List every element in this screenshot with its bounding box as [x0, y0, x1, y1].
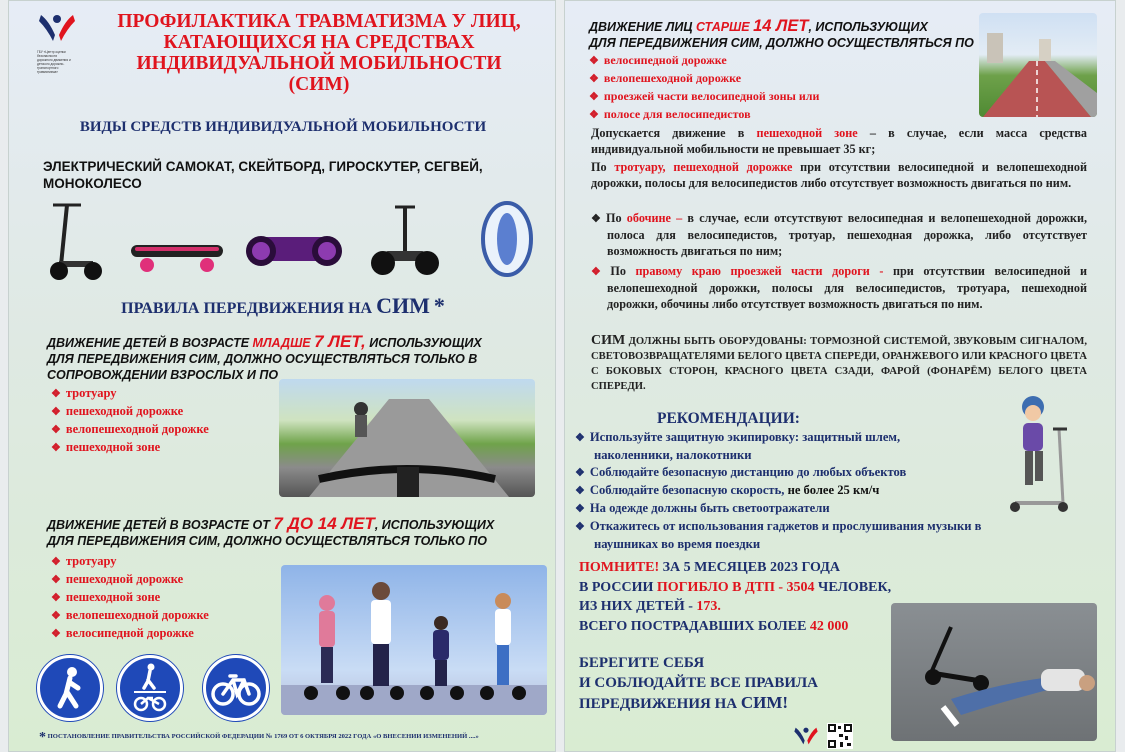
- list-item: ❖ велосипедной дорожке: [589, 53, 727, 67]
- rules-heading: [9, 293, 556, 319]
- footnote-star: *: [39, 730, 46, 745]
- bullet-diamond-icon: ❖: [51, 610, 61, 622]
- title-line: ИНДИВИДУАЛЬНОЙ МОБИЛЬНОСТИ: [136, 53, 502, 74]
- list-item: ❖ Соблюдайте безопасную дистанцию до любых объектов: [575, 465, 907, 479]
- list-item: ❖ пешеходной зоне: [51, 590, 161, 604]
- statistics-block: [579, 558, 891, 636]
- under7-highlight: МЛАДШЕ: [252, 336, 311, 350]
- list-item: ❖ велосипедной дорожке: [51, 626, 194, 640]
- age7-14-text: , ИСПОЛЬЗУЮЩИХ: [374, 518, 495, 532]
- bullet-diamond-icon: ❖: [589, 91, 599, 103]
- bullet-diamond-icon: ❖: [575, 467, 585, 479]
- kid-scooter-illustration: [1001, 393, 1081, 517]
- types-line: МОНОКОЛЕСО: [43, 176, 142, 191]
- over14-line1: [589, 18, 989, 35]
- types-line: ЭЛЕКТРИЧЕСКИЙ САМОКАТ, СКЕЙТБОРД, ГИРОСКУТЕР, СЕГВЕЙ,: [43, 159, 483, 174]
- bullet-diamond-icon: ❖: [575, 503, 585, 515]
- logo-line: детского дорожно-транспортного: [37, 62, 65, 70]
- logo-line: ГБУ «Центр оценки безопасности: [37, 50, 66, 58]
- accident-drawing: [891, 603, 1097, 741]
- list-item: ❖ Соблюдайте безопасную скорость, не более 25 км/ч: [575, 483, 880, 497]
- skateboard-icon: [131, 245, 223, 272]
- bullet-diamond-icon: ❖: [591, 213, 604, 225]
- list-item: ❖ тротуару: [51, 554, 117, 568]
- bullet-diamond-icon: ❖: [51, 388, 61, 400]
- org-logo: [37, 11, 83, 74]
- bicycle-icon: [206, 658, 266, 718]
- age7-14-age: 7 ДО 14 ЛЕТ: [273, 514, 375, 533]
- over14-age: 14 ЛЕТ: [753, 17, 809, 35]
- list-item: наушниках во время поездки: [594, 537, 761, 551]
- bullet-diamond-icon: ❖: [51, 592, 61, 604]
- left-page: [8, 0, 556, 752]
- final-line: БЕРЕГИТЕ СЕБЯ: [579, 655, 705, 671]
- stat-injured-line: ВСЕГО ПОСТРАДАВШИХ БОЛЕЕ 42 000: [579, 618, 849, 634]
- recommendations-heading: РЕКОМЕНДАЦИИ:: [657, 410, 800, 427]
- list-item: ❖ пешеходной дорожке: [51, 572, 184, 586]
- title-line: КАТАЮЩИХСЯ НА СРЕДСТВАХ: [163, 32, 475, 53]
- list-item: наколенники, налокотники: [594, 448, 752, 462]
- types-list: [43, 158, 483, 192]
- scooter-path-photo: [279, 379, 535, 497]
- stat-children-line: ИЗ НИХ ДЕТЕЙ - 173.: [579, 599, 721, 614]
- pedestrian-icon: [40, 658, 100, 718]
- equipment-body: ДОЛЖНЫ БЫТЬ ОБОРУДОВАНЫ: ТОРМОЗНОЙ СИСТЕМОЙ, ЗВУКОВЫМ СИГНАЛОМ, СВЕТОВОЗВРАЩАТЕЛЯМИ БЕЛОГО ЦВЕТА СПЕРЕДИ, ОРАНЖЕВОГО ИЛИ КРАСНОГО ЦВЕТА С БОКОВЫХ СТОРОН, КРАСНОГО ЦВЕТА СЗАДИ, ФАРОЙ (ФОНАРЁМ) БЕЛОГО ЦВЕТА СПЕРЕДИ.: [591, 336, 1087, 392]
- rules-heading-star: *: [433, 293, 445, 318]
- list-item: ❖ тротуару: [51, 386, 117, 400]
- bullet-diamond-icon: ❖: [51, 406, 61, 418]
- bike-path-drawing: [979, 13, 1097, 117]
- accident-photo: [891, 603, 1097, 741]
- segway-icon: [371, 207, 439, 275]
- footnote: [39, 730, 479, 746]
- qr-code-icon[interactable]: [827, 723, 853, 749]
- list-item: ❖ пешеходной зоне: [51, 440, 161, 454]
- list-item: ❖ велопешеходной дорожке: [51, 608, 209, 622]
- over14-text: ДВИЖЕНИЕ ЛИЦ: [589, 20, 693, 34]
- pedestrian-sign: [37, 655, 103, 721]
- bullet-diamond-icon: ❖: [51, 424, 61, 436]
- title-line: (СИМ): [288, 74, 350, 95]
- footnote-text: ПОСТАНОВЛЕНИЕ ПРАВИТЕЛЬСТВА РОССИЙСКОЙ ФЕДЕРАЦИИ № 1769 ОТ 6 ОКТЯБРЯ 2022 ГОДА «О ВНЕСЕНИИ ИЗМЕНЕНИЙ ....»: [47, 733, 479, 740]
- final-appeal: [579, 653, 818, 714]
- list-item: ❖ Используйте защитную экипировку: защитный шлем,: [575, 430, 901, 444]
- bullet-diamond-icon: ❖: [575, 485, 585, 497]
- page-title: [99, 11, 539, 95]
- list-item: ❖ Откажитесь от использования гаджетов и прослушивания музыки в: [575, 519, 982, 533]
- under7-line2: ДЛЯ ПЕРЕДВИЖЕНИЯ СИМ, ДОЛЖНО ОСУЩЕСТВЛЯТЬСЯ ТОЛЬКО В: [47, 352, 478, 366]
- equipment-sim: СИМ: [591, 333, 626, 348]
- bullet-diamond-icon: ❖: [575, 521, 585, 533]
- final-line: ПЕРЕДВИЖЕНИЯ НА СИМ!: [579, 693, 789, 712]
- vehicles-illustration: [39, 199, 539, 281]
- bullet-diamond-icon: ❖: [51, 442, 61, 454]
- para-pedestrian-zone: Допускается движение в пешеходной зоне – в случае, если масса средства индивидуальной мобильности не превышает 35 кг;: [591, 126, 1088, 156]
- over14-section: [589, 18, 989, 124]
- under7-text: ИСПОЛЬЗУЮЩИХ: [369, 336, 482, 350]
- under7-text: ДВИЖЕНИЕ ДЕТЕЙ В ВОЗРАСТЕ: [47, 336, 250, 350]
- list-item: ❖ велопешеходной дорожке: [51, 422, 209, 436]
- bullet-diamond-icon: ❖: [575, 432, 585, 444]
- para-road-edge: ❖ По правому краю проезжей части дороги - при отсутствии велосипедной и велопешеходной дорожки, полосы для велосипедистов, тротуара, пешеходной дорожки, обочины либо отсутствует возможность двигаться по ним.: [591, 264, 1088, 311]
- bullet-diamond-icon: ❖: [51, 556, 61, 568]
- under7-line1: [47, 334, 547, 351]
- bullet-diamond-icon: ❖: [589, 109, 599, 121]
- para-sidewalk: По тротуару, пешеходной дорожке при отсутствии велосипедной и велопешеходной дорожки, полосы для велосипедистов либо отсутствует возможность двигаться по ним.: [591, 160, 1087, 190]
- stat-deaths-line: В РОССИИ ПОГИБЛО В ДТП - 3504 ЧЕЛОВЕК,: [579, 579, 892, 595]
- bicycle-sign: [203, 655, 269, 721]
- bullet-diamond-icon: ❖: [589, 55, 599, 67]
- org-logo-icon: [37, 11, 77, 45]
- list-item: ❖ велопешеходной дорожке: [589, 71, 742, 85]
- logo-line: дорожного движения и: [37, 58, 71, 62]
- bullet-diamond-icon: ❖: [51, 628, 61, 640]
- pedestrian-bicycle-sign: [117, 655, 183, 721]
- rules-heading-text: ПРАВИЛА ПЕРЕДВИЖЕНИЯ НА: [121, 300, 373, 317]
- list-item: ❖ пешеходной дорожке: [51, 404, 184, 418]
- age7-14-text: ДВИЖЕНИЕ ДЕТЕЙ В ВОЗРАСТЕ ОТ: [47, 518, 270, 532]
- recommendations-list: [575, 429, 1045, 553]
- under7-line3: СОПРОВОЖДЕНИИ ВЗРОСЛЫХ И ПО: [47, 368, 279, 382]
- title-line: ПРОФИЛАКТИКА ТРАВМАТИЗМА У ЛИЦ,: [117, 11, 521, 32]
- list-item: ❖ На одежде должны быть светоотражатели: [575, 501, 830, 515]
- monowheel-icon: [483, 203, 531, 275]
- final-line: И СОБЛЮДАЙТЕ ВСЕ ПРАВИЛА: [579, 675, 818, 691]
- list-item: ❖ полосе для велосипедистов: [589, 107, 751, 121]
- over14-line2: ДЛЯ ПЕРЕДВИЖЕНИЯ СИМ, ДОЛЖНО ОСУЩЕСТВЛЯТЬСЯ ПО: [589, 36, 974, 50]
- logo-line: травматизма»: [37, 70, 58, 74]
- scooter-path-drawing: [279, 379, 535, 497]
- org-logo-small-icon: [793, 725, 819, 747]
- hoverboard-icon: [246, 236, 342, 266]
- over14-list: [589, 52, 989, 124]
- right-page: [564, 0, 1116, 752]
- under7-age: 7 ЛЕТ,: [314, 332, 366, 351]
- age7-14-line1: [47, 516, 552, 533]
- bullet-diamond-icon: ❖: [589, 73, 599, 85]
- list-item: ❖ проезжей части велосипедной зоны или: [589, 89, 820, 103]
- bullet-diamond-icon: ❖: [591, 266, 608, 278]
- age7-14-line2: ДЛЯ ПЕРЕДВИЖЕНИЯ СИМ, ДОЛЖНО ОСУЩЕСТВЛЯТЬСЯ ТОЛЬКО ПО: [47, 534, 488, 548]
- over14-text: , ИСПОЛЬЗУЮЩИХ: [808, 20, 928, 34]
- scooter-icon: [50, 205, 102, 280]
- pedestrian-bicycle-icon: [120, 658, 180, 718]
- family-illustration: [281, 565, 547, 715]
- rules-heading-sim: СИМ: [376, 293, 430, 318]
- bike-path-photo: [979, 13, 1097, 117]
- bullet-diamond-icon: ❖: [51, 574, 61, 586]
- types-heading: ВИДЫ СРЕДСТВ ИНДИВИДУАЛЬНОЙ МОБИЛЬНОСТИ: [79, 119, 487, 135]
- para-shoulder: ❖ По обочине – в случае, если отсутствуют велосипедная и велопешеходной дорожки, полоса для велосипедистов, тротуар, пешеходная дорожка, либо отсутствует возможность двигаться по ним;: [591, 211, 1088, 258]
- over14-highlight: СТАРШЕ: [695, 20, 750, 34]
- remember-line: ПОМНИТЕ! ЗА 5 МЕСЯЦЕВ 2023 ГОДА: [579, 560, 840, 575]
- equipment-text: [591, 333, 1087, 394]
- family-drawing: [281, 565, 547, 715]
